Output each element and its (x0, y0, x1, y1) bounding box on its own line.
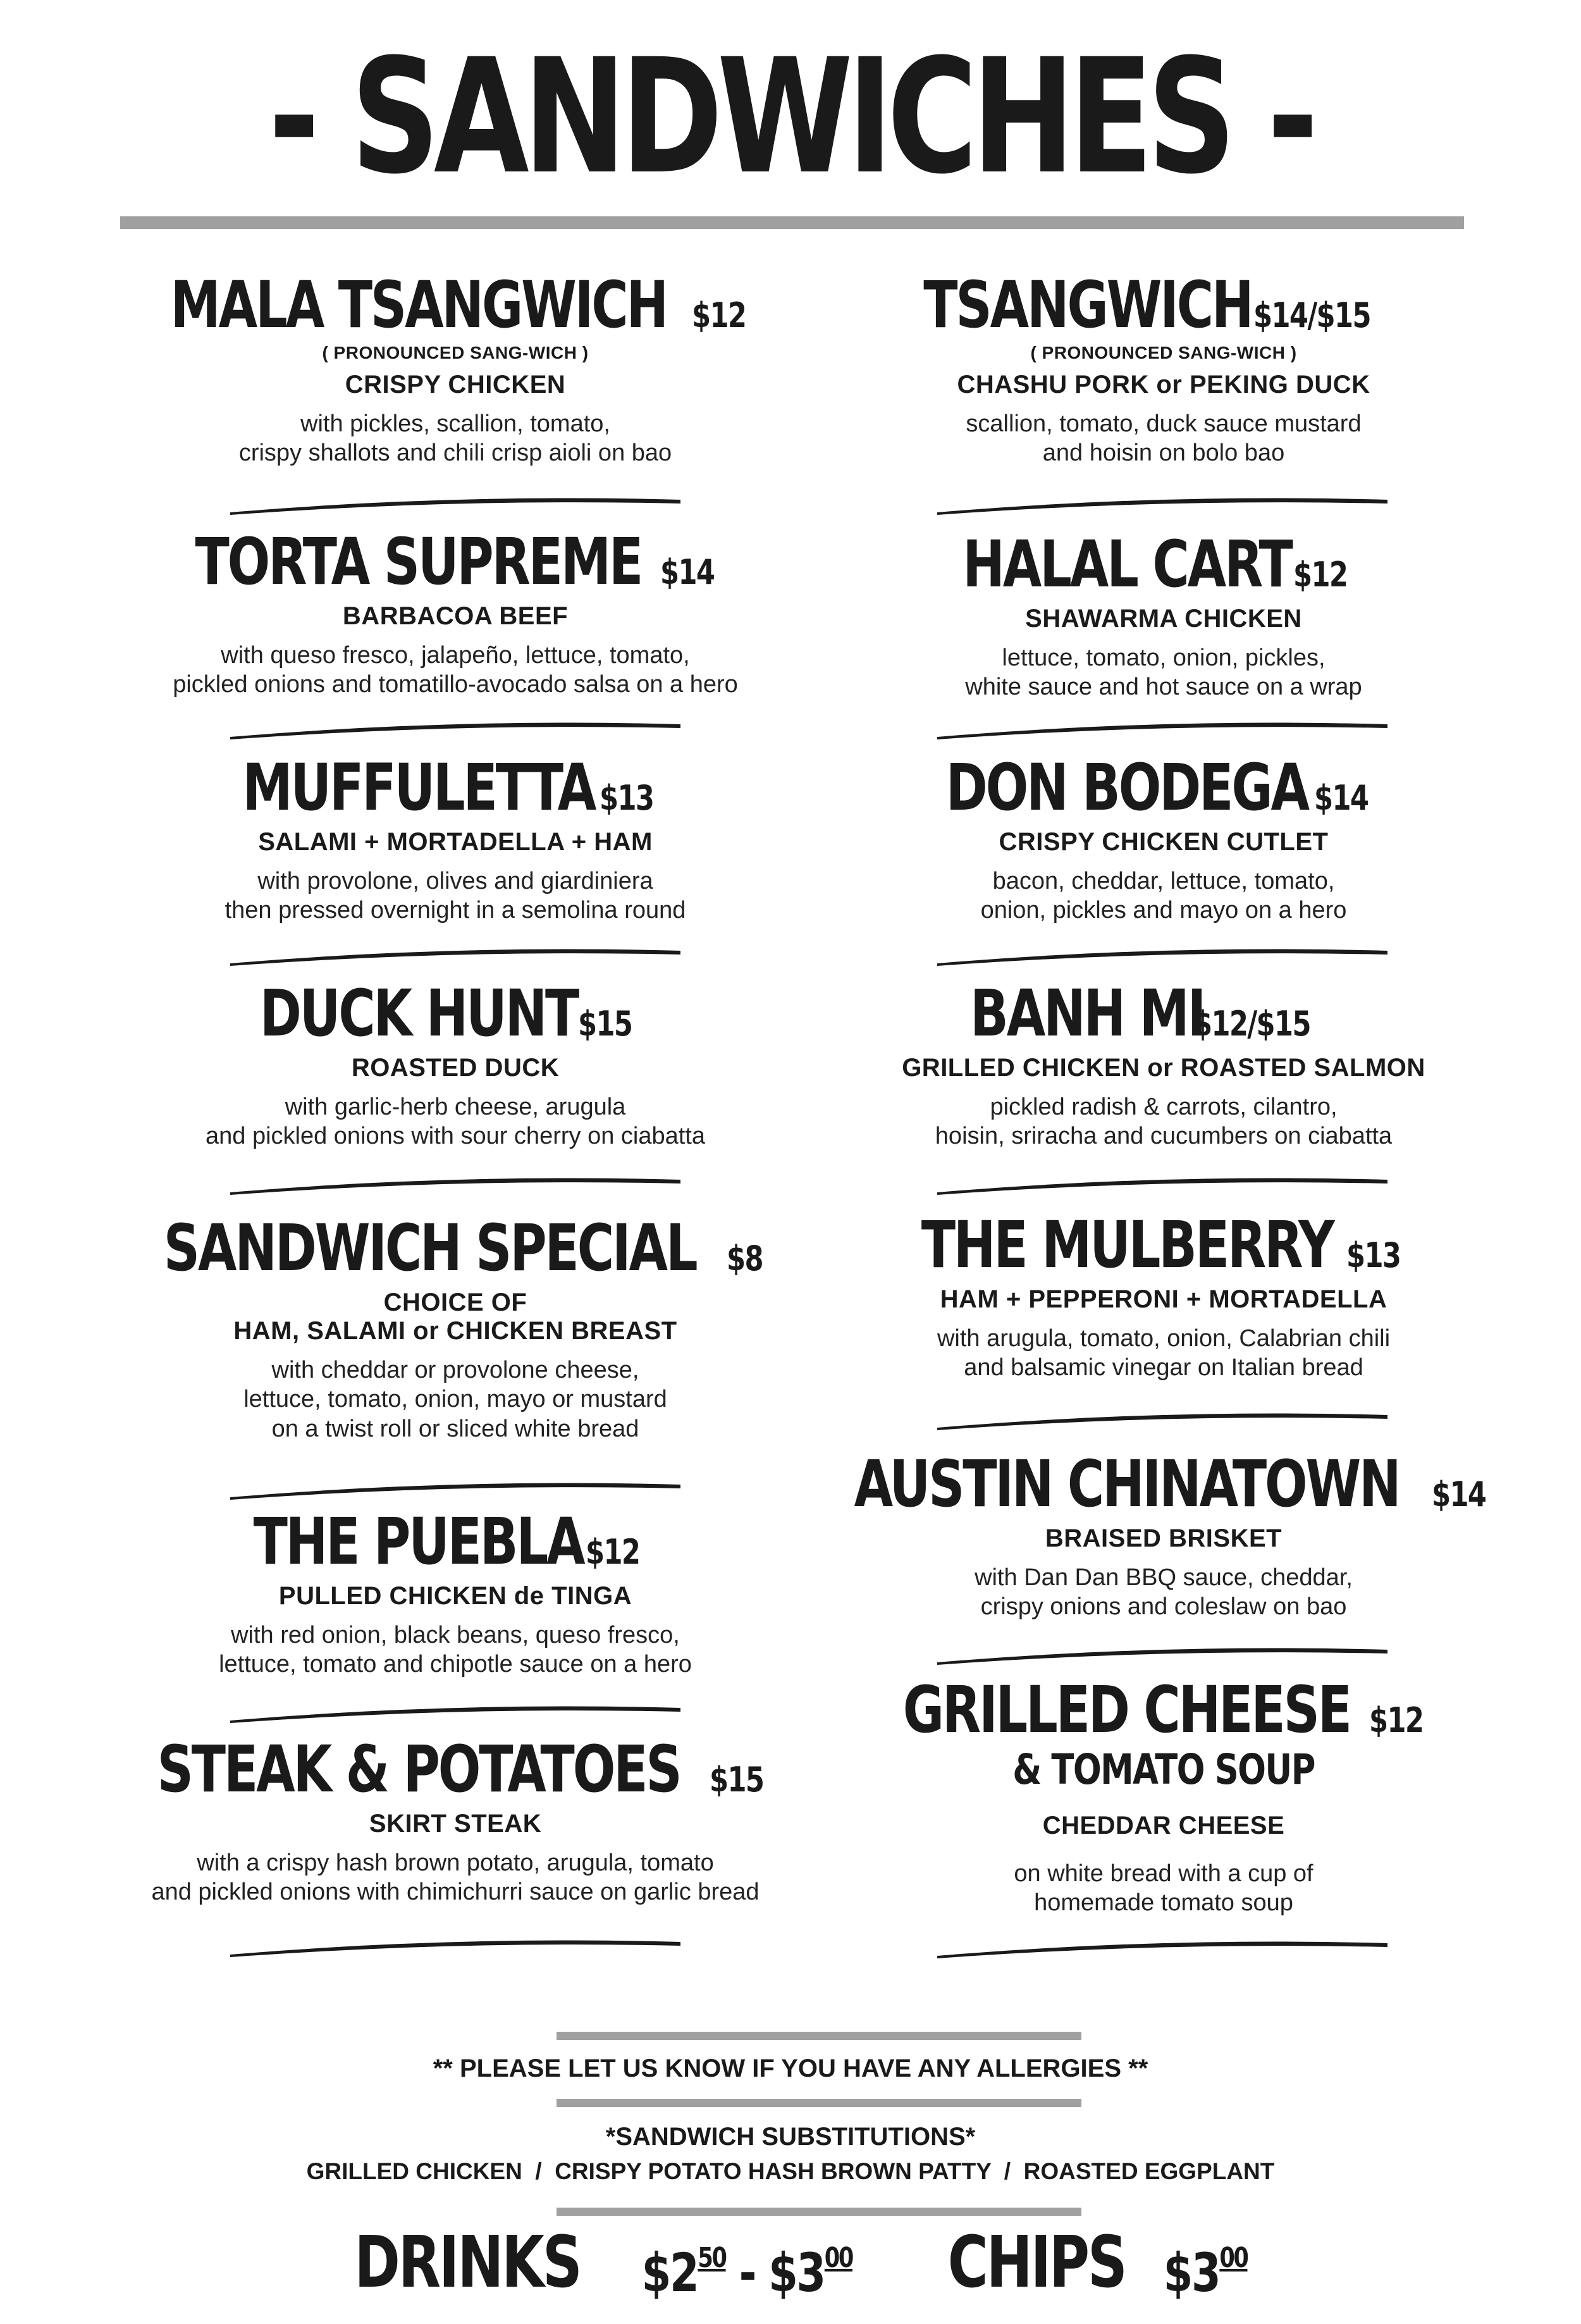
divider-swoosh (228, 493, 683, 516)
item-description: on white bread with a cup of homemade tomato soup (1014, 1860, 1313, 1917)
chips-price: $\$3^{00}$ (1163, 2242, 1248, 2304)
item-main-ingredient: PULLED CHICKEN de TINGA (278, 1582, 632, 1610)
divider-swoosh (935, 718, 1390, 741)
item-name: THE MULBERRY (921, 1208, 1332, 1283)
item-price: $14 (660, 552, 715, 592)
item-description: with cheddar or provolone cheese, lettuce, tomato, onion, mayo or mustard on a twist roll or sliced white bread (243, 1357, 667, 1442)
menu-item-torta-supreme (92, 524, 819, 700)
item-main-ingredient: SHAWARMA CHICKEN (1025, 605, 1302, 633)
item-price: $12 (586, 1532, 640, 1572)
item-main-ingredient: SALAMI + MORTADELLA + HAM (258, 828, 653, 856)
item-price: $8 (727, 1239, 763, 1278)
divider-swoosh (935, 493, 1390, 516)
menu-item-duck-hunt (92, 976, 819, 1151)
item-name: MALA TSANGWICH (170, 268, 667, 343)
item-main-ingredient: HAM + PEPPERONI + MORTADELLA (940, 1285, 1387, 1313)
item-main-ingredient: CHASHU PORK or PEKING DUCK (957, 371, 1370, 399)
item-main-ingredient: SKIRT STEAK (369, 1810, 542, 1838)
footer-divider (557, 2032, 1081, 2040)
item-note: ( PRONOUNCED SANG-WICH ) (322, 343, 589, 362)
item-description: with a crispy hash brown potato, arugula, tomato and pickled onions with chimichurri sauce on garlic bread (151, 1850, 760, 1906)
menu-item-grilled-cheese (800, 1672, 1527, 1918)
menu-item-the-puebla (92, 1504, 819, 1679)
item-description: lettuce, tomato, onion, pickles, white sauce and hot sauce on a wrap (965, 645, 1362, 701)
item-main-ingredient: CRISPY CHICKEN (345, 371, 566, 399)
item-main-ingredient: GRILLED CHICKEN or ROASTED SALMON (902, 1054, 1425, 1082)
item-name: TORTA SUPREME (195, 524, 642, 600)
item-price: $13 (1346, 1235, 1401, 1275)
item-description: scallion, tomato, duck sauce mustard and hoisin on bolo bao (966, 411, 1362, 467)
item-price: $12 (1293, 555, 1348, 595)
divider-swoosh (935, 1937, 1390, 1960)
item-price: $12/$15 (1193, 1004, 1310, 1044)
item-main-ingredient: CHOICE OF HAM, SALAMI or CHICKEN BREAST (233, 1289, 677, 1345)
menu-item-banh-mi (800, 976, 1527, 1151)
item-name: DUCK HUNT (259, 976, 577, 1051)
divider-swoosh (228, 1936, 683, 1958)
substitutions-list: GRILLED CHICKEN / CRISPY POTATO HASH BROWN PATTY / ROASTED EGGPLANT (306, 2158, 1275, 2184)
item-price: $14/$15 (1253, 295, 1371, 335)
item-name: TSANGWICH (923, 268, 1252, 343)
title-divider (120, 216, 1464, 229)
item-name: AUSTIN CHINATOWN (854, 1447, 1400, 1522)
allergy-notice: ** PLEASE LET US KNOW IF YOU HAVE ANY ALLERGIES ** (433, 2055, 1148, 2082)
divider-swoosh (228, 944, 683, 967)
item-description: with arugula, tomato, onion, Calabrian chili and balsamic vinegar on Italian bread (937, 1325, 1391, 1381)
item-description: with pickles, scallion, tomato, crispy shallots and chili crisp aioli on bao (238, 411, 672, 467)
item-price: $13 (600, 778, 654, 818)
item-description: with red onion, black beans, queso fresco, lettuce, tomato and chipotle sauce on a hero (219, 1622, 692, 1678)
page-title: - SANDWICHES - (268, 25, 1313, 209)
item-name: DON BODEGA (945, 750, 1308, 825)
menu-item-the-mulberry (800, 1208, 1527, 1383)
menu-item-steak-potatoes (92, 1732, 819, 1907)
divider-swoosh (228, 1173, 683, 1196)
menu-item-don-bodega (800, 750, 1527, 925)
divider-swoosh (935, 1643, 1390, 1666)
menu-item-sandwich-special (92, 1211, 819, 1443)
item-description: bacon, cheddar, lettuce, tomato, onion, pickles and mayo on a hero (980, 868, 1347, 924)
item-main-ingredient: BRAISED BRISKET (1045, 1524, 1283, 1552)
item-description: with garlic-herb cheese, arugula and pickled onions with sour cherry on ciabatta (205, 1094, 705, 1150)
footer-divider (557, 2208, 1081, 2216)
item-description: pickled radish & carrots, cilantro, hoisin, sriracha and cucumbers on ciabatta (935, 1094, 1393, 1150)
footer-divider (557, 2099, 1081, 2107)
item-name: MUFFULETTA (242, 750, 594, 825)
item-description: with provolone, olives and giardiniera then pressed overnight in a semolina round (225, 868, 686, 924)
divider-swoosh (228, 1478, 683, 1501)
menu-item-tsangwich (800, 268, 1527, 468)
item-price: $15 (577, 1004, 632, 1044)
item-note: ( PRONOUNCED SANG-WICH ) (1030, 343, 1297, 362)
item-name: SANDWICH SPECIAL (163, 1211, 696, 1286)
item-main-ingredient: CRISPY CHICKEN CUTLET (999, 828, 1329, 856)
drinks-price: $\$2^{50}$ - $\$3^{00}$ (641, 2242, 852, 2304)
item-name: STEAK & POTATOES (157, 1732, 680, 1807)
item-main-ingredient: CHEDDAR CHEESE (1042, 1812, 1285, 1839)
item-name: GRILLED CHEESE (902, 1672, 1351, 1748)
divider-swoosh (935, 1173, 1390, 1196)
item-price: $14 (1314, 778, 1369, 818)
menu-item-mala-tsangwich (92, 268, 819, 468)
item-name: THE PUEBLA (253, 1504, 584, 1579)
item-main-ingredient: ROASTED DUCK (351, 1054, 560, 1082)
drinks-label: DRINKS (354, 2222, 581, 2304)
substitutions-title: *SANDWICH SUBSTITUTIONS* (605, 2123, 976, 2151)
item-price: $12 (1369, 1700, 1424, 1740)
item-subtitle: & TOMATO SOUP (1012, 1745, 1315, 1794)
item-price: $15 (709, 1760, 764, 1800)
menu-item-austin-chinatown (800, 1447, 1527, 1622)
item-price: $14 (1432, 1474, 1486, 1514)
divider-swoosh (228, 1702, 683, 1724)
item-description: with queso fresco, jalapeño, lettuce, tomato, pickled onions and tomatillo-avocado salsa on a hero (173, 642, 738, 698)
divider-swoosh (228, 718, 683, 741)
item-name: HALAL CART (962, 527, 1291, 602)
item-price: $12 (692, 295, 746, 335)
item-description: with Dan Dan BBQ sauce, cheddar, crispy onions and coleslaw on bao (975, 1564, 1353, 1621)
menu-item-muffuletta (92, 750, 819, 925)
divider-swoosh (935, 1409, 1390, 1431)
divider-swoosh (935, 944, 1390, 967)
item-name: BANH MI (970, 976, 1205, 1051)
drinks-chips-row (0, 2222, 1581, 2304)
chips-label: CHIPS (947, 2222, 1126, 2304)
item-main-ingredient: BARBACOA BEEF (342, 602, 569, 630)
menu-item-halal-cart (800, 527, 1527, 702)
